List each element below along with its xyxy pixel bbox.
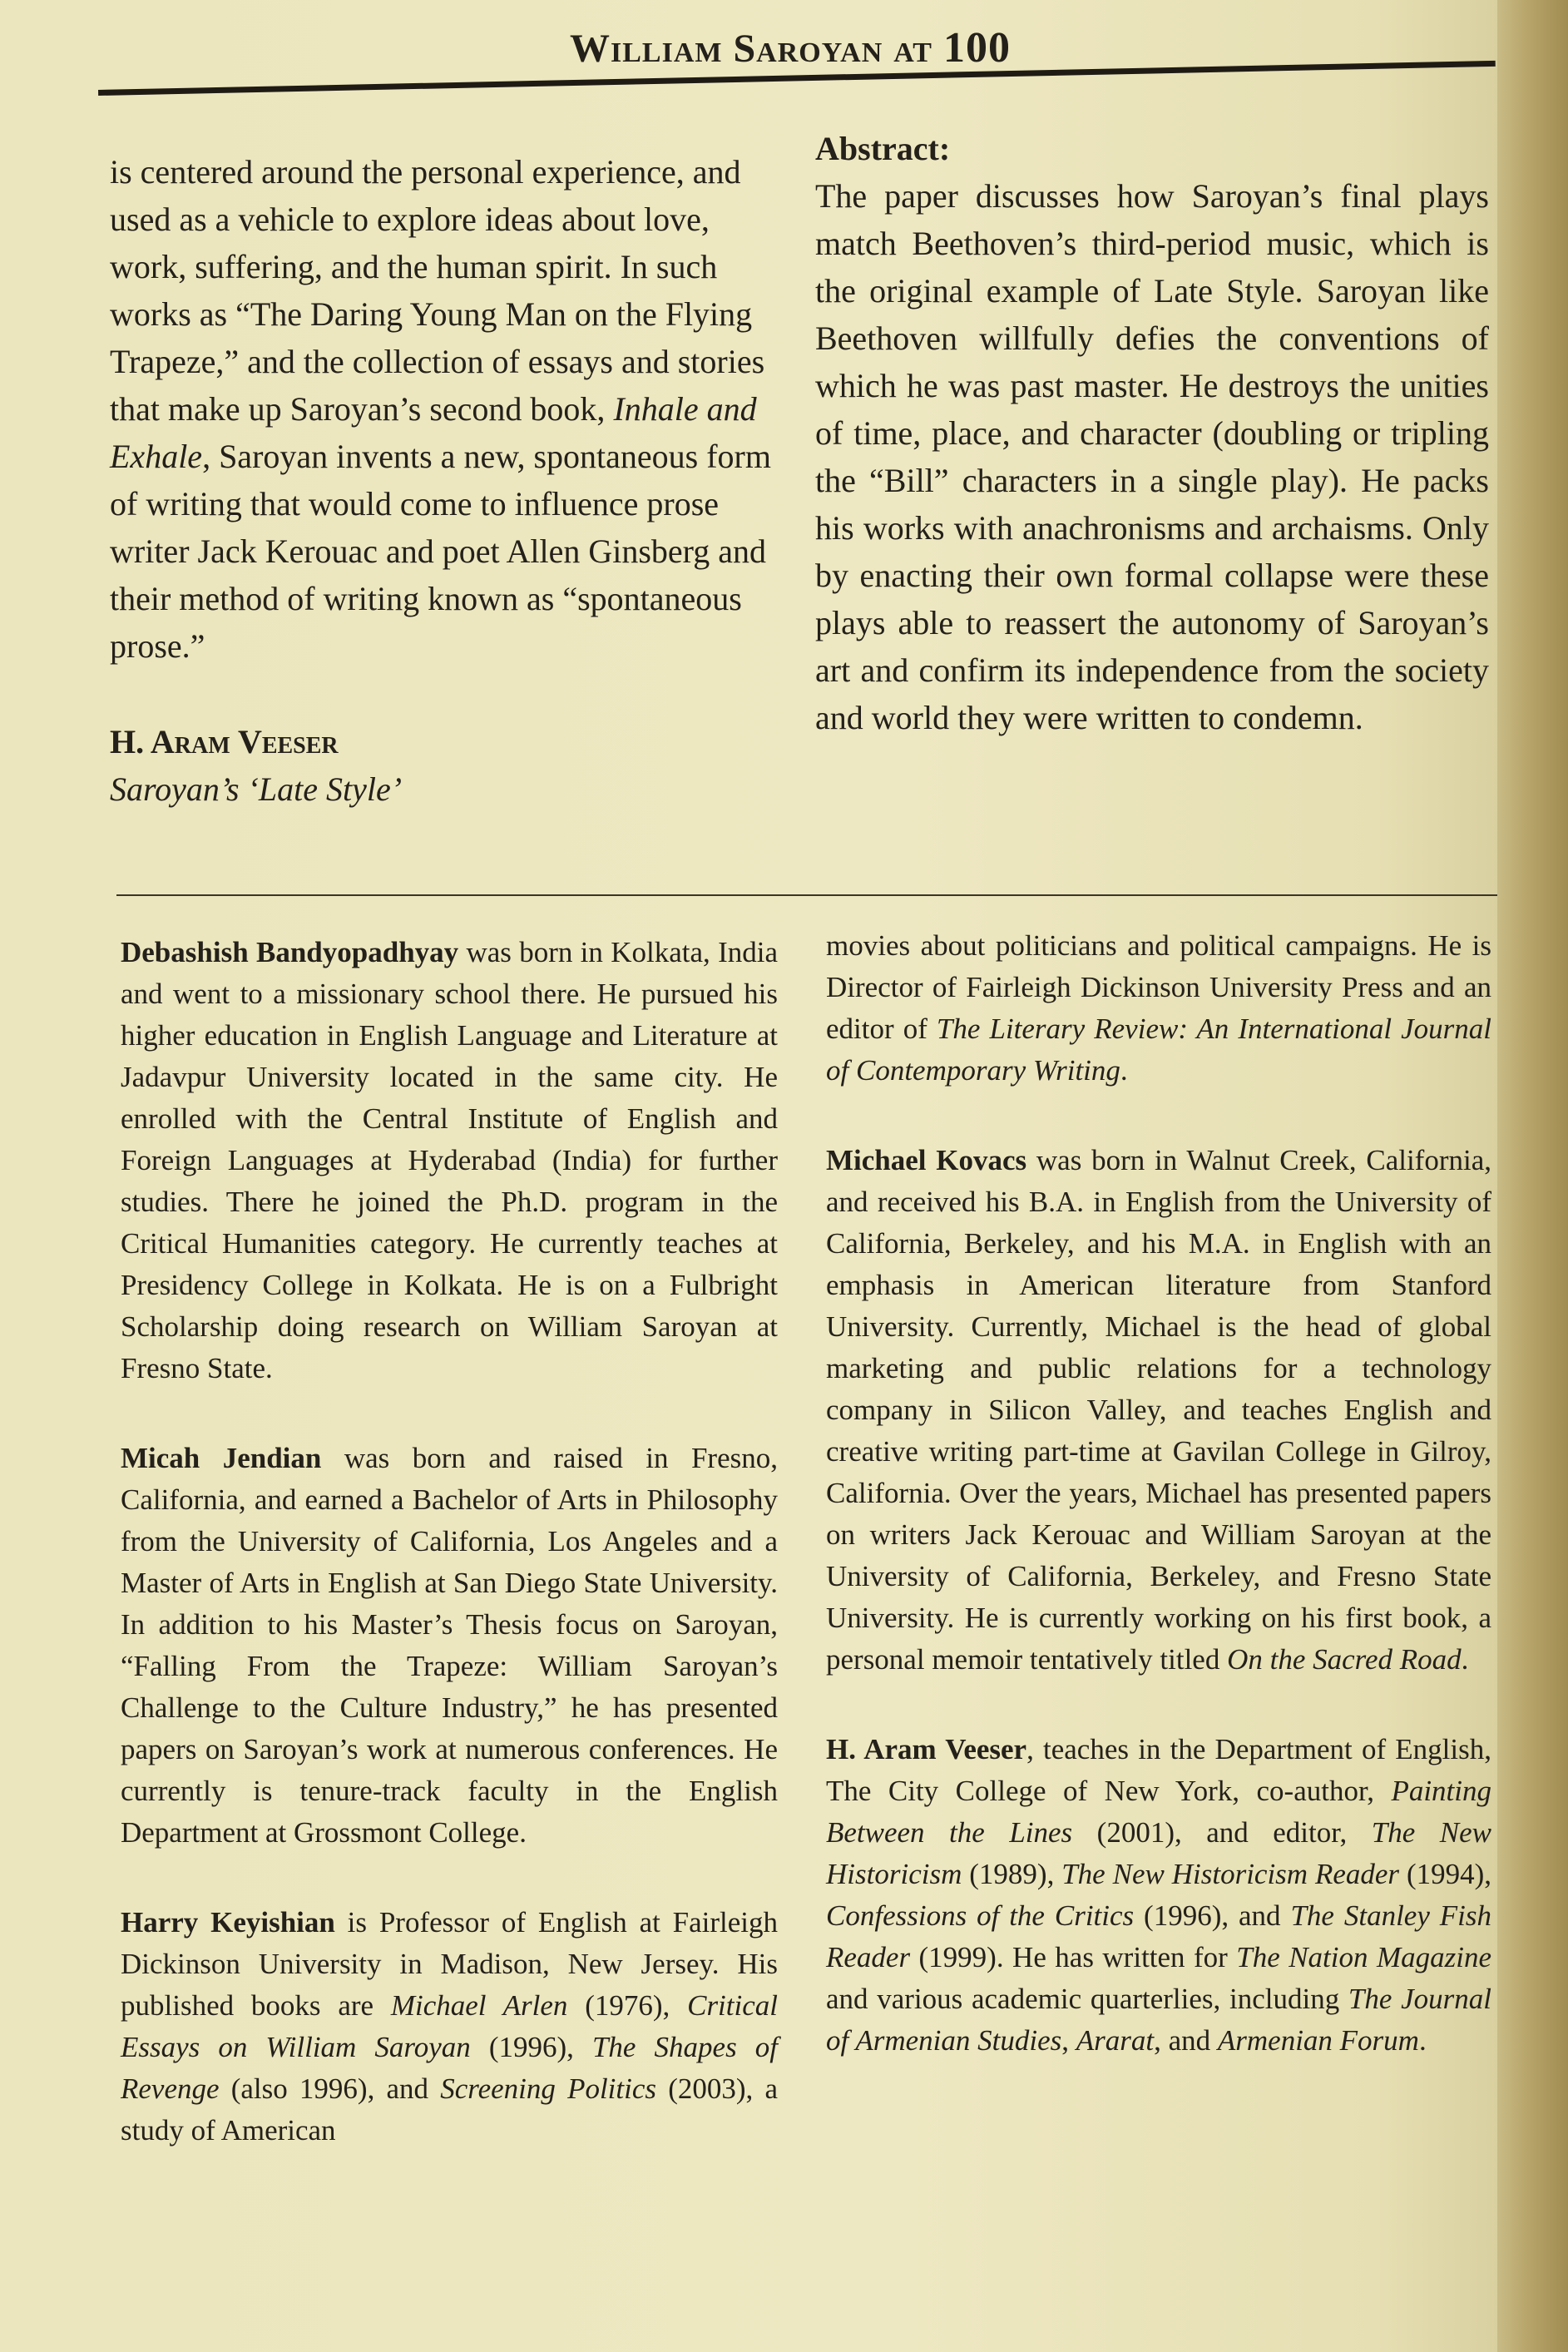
bios-right-column bbox=[826, 925, 1491, 2062]
bio-bandyopadhyay: Debashish Bandyopadhyay was born in Kolkata, India and went to a missionary school there. He pursued his higher education in English Language and Literature at Jadavpur University located in the same city. He enrolled with the Central Institute of English and Foreign Languages at Hyderabad (India) for further studies. There he joined the Ph.D. program in the Critical Humanities category. He currently teaches at Presidency College in Kolkata. He is on a Fulbright Scholarship doing research on William Saroyan at Fresno State. bbox=[121, 936, 778, 1384]
abstract-text: The paper discusses how Saroyan’s final plays match Beethoven’s third-period music, which is the original example of Late Style. Saroyan like Beethoven willfully defies the conventions of which he was past master. He destroys the unities of time, place, and character (doubling or tripling the “Bill” characters in a single play). He packs his works with anachronisms and archaisms. Only by enacting their own formal collapse were these plays able to reassert the autonomy of Saroyan’s art and confirm its independence from the society and world they were written to condemn. bbox=[815, 177, 1489, 736]
section-divider bbox=[116, 894, 1497, 896]
bio-jendian: Micah Jendian was born and raised in Fresno, California, and earned a Bachelor of Arts in Philosophy from the University of California, Los Angeles and a Master of Arts in English at San Diego State University. In addition to his Master’s Thesis focus on Saroyan, “Falling From the Trapeze: William Saroyan’s Challenge to the Culture Industry,” he has presented papers on Saroyan’s work at numerous conferences. He currently is tenure-track faculty in the English Department at Grossmont College. bbox=[121, 1442, 778, 1849]
header-title: William Saroyan at bbox=[570, 27, 932, 71]
intro-paragraph: is centered around the personal experience, and used as a vehicle to explore ideas about love, work, suffering, and the human spirit. In such works as “The Daring Young Man on the Flying Trapeze,” and the collection of essays and stories that make up Saroyan’s second book, Inhale and Exhale, Saroyan invents a new, spontaneous form of writing that would come to influence prose writer Jack Kerouac and poet Allen Ginsberg and their method of writing known as “spontaneous prose.” bbox=[110, 153, 771, 665]
abstract-author: H. Aram Veeser bbox=[110, 723, 339, 760]
running-header bbox=[532, 23, 1048, 72]
book-title: Inhale and Exhale bbox=[110, 390, 757, 475]
bios-left-column bbox=[121, 932, 778, 2151]
top-left-column bbox=[110, 148, 775, 813]
book-spine-shadow bbox=[1497, 0, 1568, 2352]
header-number: 100 bbox=[942, 24, 1011, 72]
bio-keyishian-continued: movies about politicians and political campaigns. He is Director of Fairleigh Dickinson University Press and an editor of The Literary Review: An International Journal of Contemporary Writing. bbox=[826, 929, 1491, 1087]
bio-kovacs: Michael Kovacs was born in Walnut Creek, California, and received his B.A. in English from the University of California, Berkeley, and his M.A. in English with an emphasis in American literature from Stanford University. Currently, Michael is the head of global marketing and public relations for a technology company in Silicon Valley, and teaches English and creative writing part-time at Gavilan College in Gilroy, California. Over the years, Michael has presented papers on writers Jack Kerouac and William Saroyan at the University of California, Berkeley, and Fresno State University. He is currently working on his first book, a personal memoir tentatively titled On the Sacred Road. bbox=[826, 1144, 1492, 1676]
top-right-column bbox=[815, 125, 1489, 741]
bio-veeser: H. Aram Veeser, teaches in the Department of English, The City College of New York, co-author, Painting Between the Lines (2001), and editor, The New Historicism (1989), The New Historicism Reader (1994), Confessions of the Critics (1996), and The Stanley Fish Reader (1999). He has written for The Nation Magazine and various academic quarterlies, including The Journal of Armenian Studies, Ararat, and Armenian Forum. bbox=[826, 1733, 1492, 2057]
bio-keyishian: Harry Keyishian is Professor of English at Fairleigh Dickinson University in Madison, New Jersey. His published books are Michael Arlen (1976), Critical Essays on William Saroyan (1996), The Shapes of Revenge (also 1996), and Screening Politics (2003), a study of American bbox=[121, 1906, 778, 2147]
abstract-label: Abstract: bbox=[815, 130, 951, 167]
abstract-paper-title: Saroyan’s ‘Late Style’ bbox=[110, 770, 403, 808]
